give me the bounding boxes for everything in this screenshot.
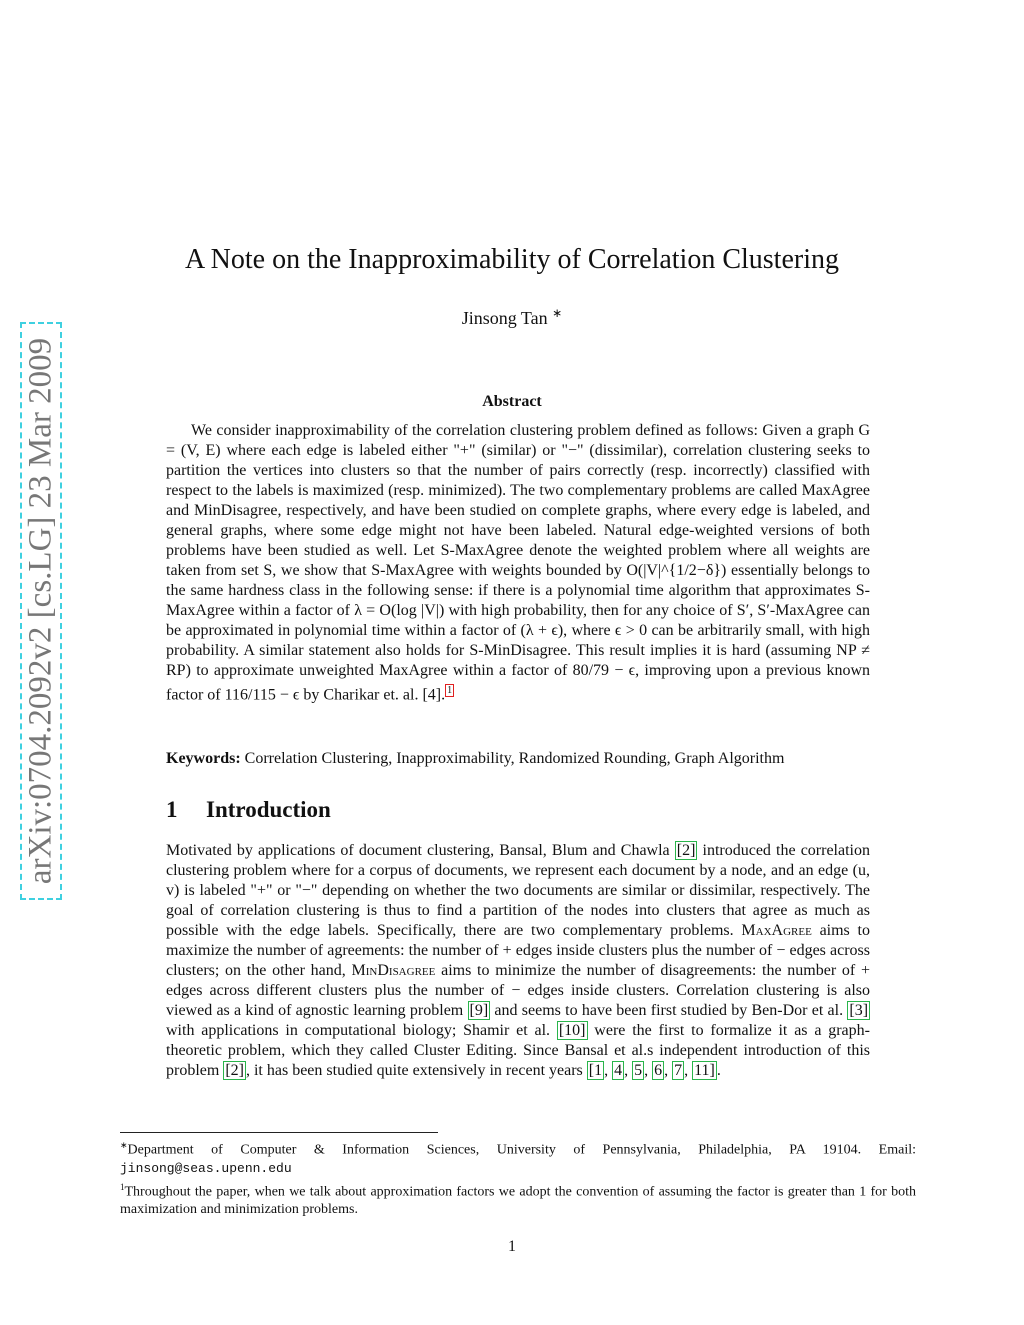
mindisagree-term: MinDisagree: [351, 962, 436, 979]
page-number: 1: [508, 1238, 516, 1255]
section-title: Introduction: [206, 797, 331, 822]
footnote-divider: [120, 1132, 438, 1133]
footnote-affiliation: [120, 1136, 916, 1178]
keywords-list: Correlation Clustering, Inapproximability, Randomized Rounding, Graph Algorithm: [244, 750, 785, 767]
citation-link[interactable]: 7: [674, 1062, 683, 1079]
citation-link[interactable]: [10]: [558, 1022, 586, 1039]
intro-text: .: [716, 1062, 721, 1079]
abstract-heading: Abstract: [482, 393, 542, 410]
citation-link[interactable]: [2]: [225, 1062, 244, 1079]
citation-link[interactable]: 6: [654, 1062, 663, 1079]
citation-link[interactable]: [2]: [676, 842, 696, 859]
keywords: [166, 749, 870, 769]
abstract-text: [166, 421, 870, 705]
author-name: Jinsong Tan: [461, 308, 548, 328]
footnote-mark: 1: [120, 1181, 125, 1192]
section-number: 1: [166, 797, 178, 822]
footnotes: [120, 1136, 916, 1219]
citation-link[interactable]: [1: [588, 1062, 603, 1079]
intro-text: aims to minimize the number of disagreements: the number of + edges across different clusters plus the number of − edges inside clusters. Correlation clustering is also viewed as a kind of agnostic learning problem: [166, 962, 871, 1019]
citation-link[interactable]: 11]: [694, 1062, 715, 1079]
footnote-mark: ∗: [120, 1140, 128, 1150]
abstract-body: We consider inapproximability of the correlation clustering problem defined as follows: Given a graph G = (V, E) where each edge is labeled either "+" (similar) or "−" (dissimilar), correlation clustering seeks to partition the vertices into clusters so that the number of pairs correctly (resp. incorrectly) classified with respect to the labels is maximized (resp. minimized). The two complementary problems are called MaxAgree and MinDisagree, respectively, and have been studied on complete graphs, where every edge is labeled, and general graphs, where some edge might not have been labeled. Natural edge-weighted versions of both problems have been studied as well. Let S-MaxAgree denote the weighted problem where all weights are taken from set S, we show that S-MaxAgree with weights bounded by O(|V|^{1/2−δ}) essentially belongs to the same hardness class in the following sense: if there is a polynomial time algorithm that approximates S-MaxAgree within a factor of λ = O(log |V|) with high probability, then for any choice of S′, S′-MaxAgree can be approximated in polynomial time within a factor of (λ + ϵ), where ϵ > 0 can be arbitrarily small, with high probability. A similar statement also holds for S-MinDisagree. This result implies it is hard (assuming NP ≠ RP) to approximate unweighted MaxAgree within a factor of 80/79 − ϵ, improving upon a previous known factor of 116/115 − ϵ by Charikar et. al. [4].: [166, 422, 870, 704]
intro-text: with applications in computational biology; Shamir et al.: [166, 1022, 557, 1039]
footnote-text: Department of Computer & Information Sciences, University of Pennsylvania, Philadelphia, PA 19104. Email:: [127, 1142, 916, 1158]
citation-link[interactable]: 4: [614, 1062, 623, 1079]
intro-paragraph: Motivated by applications of document clustering, Bansal, Blum and Chawla [2] introduced the correlation clustering problem where for a corpus of documents, we represent each document by a node, and an edge (u, v) is labeled "+" or "−" depending on whether the two documents are similar or dissimilar, respectively. The goal of correlation clustering is thus to find a partition of the nodes into clusters that agree as much as possible with the edge labels. Specifically, there are two complementary problems. MaxAgree aims to maximize the number of agreements: the number of + edges inside clusters plus the number of − edges across clusters; on the other hand, MinDisagree aims to minimize the number of disagreements: the number of + edges across different clusters plus the number of − edges inside clusters. Correlation clustering is also viewed as a kind of agnostic learning problem [9] and seems to have been first studied by Ben-Dor et al. [3] with applications in computational biology; Shamir et al. [10] were the first to formalize it as a graph-theoretic problem, which they called Cluster Editing. Since Bansal et al.s independent introduction of this problem [2] , it has been studied quite extensively in recent years [1 , 4 , 5 , 6 , 7 , 11] .: [166, 842, 871, 1079]
intro-text: Motivated by applications of document clustering, Bansal, Blum and Chawla: [166, 842, 675, 859]
email-link[interactable]: jinsong@seas.upenn.edu: [120, 1160, 292, 1176]
section-heading: [166, 797, 331, 823]
abstract-footnote-link[interactable]: 1: [447, 685, 453, 696]
citation-link[interactable]: [9]: [469, 1002, 489, 1019]
citation-link[interactable]: 5: [634, 1062, 643, 1079]
citation-link[interactable]: [3]: [849, 1002, 869, 1019]
maxagree-term: MaxAgree: [741, 922, 812, 939]
footnote-convention: [120, 1178, 916, 1220]
footnote-text: Throughout the paper, when we talk about approximation factors we adopt the convention of assuming the factor is greater than 1 for both maximization and minimization problems.: [120, 1184, 916, 1218]
intro-text: aims to maximize the number of agreements: the number of + edges inside clusters plus the number of − edges across clusters; on the other hand,: [166, 922, 871, 979]
intro-text: and seems to have been first studied by Ben-Dor et al.: [490, 1002, 848, 1019]
paper-title: A Note on the Inapproximability of Correlation Clustering: [185, 244, 839, 275]
author-footnote-mark[interactable]: ∗: [552, 306, 563, 320]
intro-text: , it has been studied quite extensively in recent years: [245, 1062, 587, 1079]
arxiv-id: arXiv:0704.2092v2 [cs.LG] 23 Mar 2009: [22, 337, 59, 885]
intro-text: introduced the correlation clustering problem where for a corpus of documents, we represent each document by a node, and an edge (u, v) is labeled "+" or "−" depending on whether the two documents are similar or dissimilar, respectively. The goal of correlation clustering is thus to find a partition of the nodes into clusters that agree as much as possible with the edge labels. Specifically, there are two complementary problems.: [166, 842, 870, 939]
keywords-label: Keywords:: [166, 750, 241, 767]
intro-text: were the first to formalize it as a graph-theoretic problem, which they called Cluster Editing. Since Bansal et al.s independent introduction of this problem: [166, 1022, 870, 1079]
author-line: [0, 306, 1024, 329]
